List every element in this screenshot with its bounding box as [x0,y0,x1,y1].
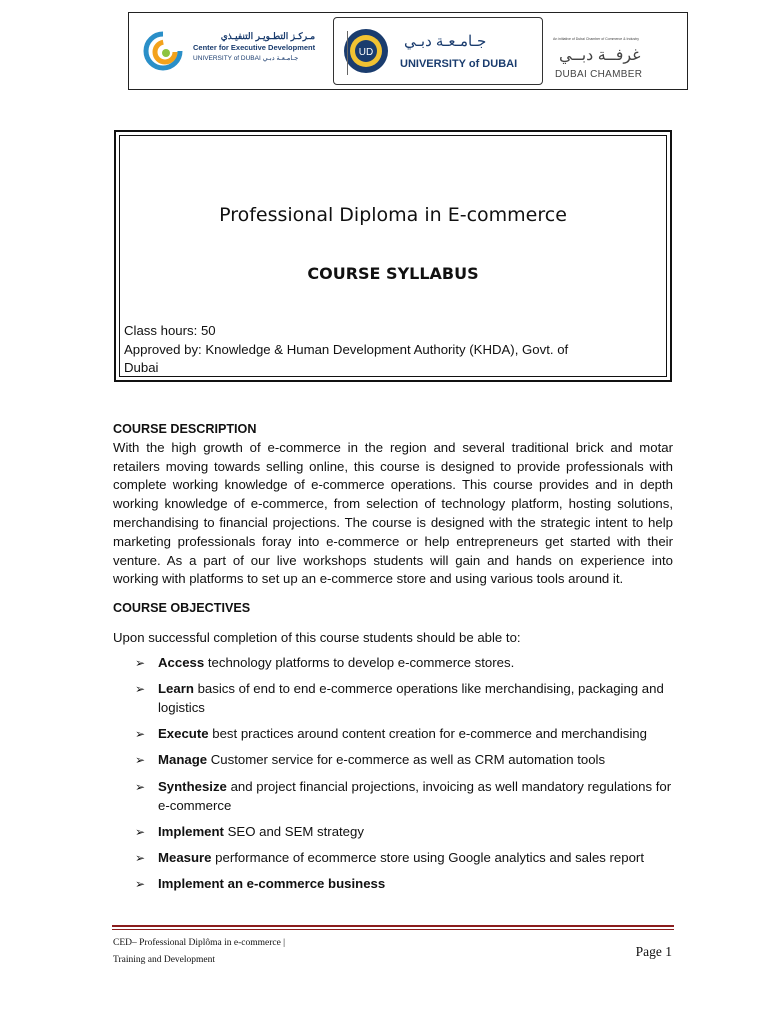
arrow-bullet-icon: ➢ [135,727,146,742]
syllabus-content [113,420,673,902]
objective-item [113,849,673,868]
title-box [114,130,672,382]
arrow-bullet-icon: ➢ [135,655,146,670]
page-number: Page 1 [635,944,672,959]
university-seal-icon [342,27,390,75]
svg-text:UD: UD [358,47,374,58]
header-logo-banner [128,12,688,90]
ced-english-name: Center for Executive Development [193,43,316,52]
objective-text: SEO and SEM strategy [223,823,364,839]
arrow-bullet-icon: ➢ [135,877,146,892]
objective-text: basics of end to end e-commerce operations like merchandising, packaging and logistics [158,681,664,715]
arrow-bullet-icon: ➢ [135,753,146,768]
description-heading: COURSE DESCRIPTION [113,422,257,436]
footer-course-info [113,935,285,969]
footer-department-line: Training and Development [113,955,216,965]
objective-text: and project financial projections, invoicing as well mandatory regulations for e-commerce [158,778,672,813]
objective-verb: Synthesize [158,778,227,794]
ced-arabic-name: مـركـز التطـويـر التنفيـذي [220,31,316,41]
objective-verb: Learn [158,681,194,697]
ced-university-line: UNIVERSITY of DUBAI جـامـعـة دبـي [193,55,299,62]
objective-verb: Manage [158,752,208,768]
logo-divider [347,31,348,75]
objective-item [113,680,673,718]
objective-item [113,875,673,894]
ced-wordmark [193,31,315,64]
university-dubai-logo [333,17,543,85]
approval-statement: Approved by: Knowledge & Human Development Authority (KHDA), Govt. of Dubai [124,341,569,375]
dubai-chamber-tagline: An initiative of Dubai Chamber of Commerce & Industry [553,37,639,41]
syllabus-heading: COURSE SYLLABUS [307,264,479,283]
objective-text: best practices around content creation for e-commerce and merchandising [208,726,647,742]
objective-verb: Execute [158,726,209,742]
class-hours: Class hours: 50 [124,323,216,338]
objectives-list [113,654,673,894]
objective-verb: Implement [158,823,224,839]
objectives-heading: COURSE OBJECTIVES [113,601,251,616]
arrow-bullet-icon: ➢ [135,682,146,697]
university-arabic-name: جـامـعـة دبـي [404,33,487,50]
arrow-bullet-icon: ➢ [135,824,146,839]
dubai-chamber-english-name: DUBAI CHAMBER [555,69,643,80]
objective-text: Customer service for e-commerce as well as CRM automation tools [207,752,606,768]
objective-verb: Access [158,654,205,670]
objective-text: technology platforms to develop e-commerce stores. [204,654,515,670]
university-english-name: UNIVERSITY of DUBAI [400,58,518,70]
objective-item [113,725,673,744]
arrow-bullet-icon: ➢ [135,779,146,794]
objective-verb: Measure [158,850,212,866]
description-text: With the high growth of e-commerce in the region and several traditional brick and motar retailers moving towards selling online, this course is designed to provide professionals with complete working knowledge of e-commerce operations. This course provides and in depth working knowledge of e-commerce, from selection of technology platform, hosting solutions, merchandising to financial projections. The course is designed with the strategic intent to help marketing professionals foray into e-commerce or help entrepreneurs get started with their venture. As a part of our live workshops students will gain and hands on experience into working with platforms to set up an e-commerce store and using various tools around it. [113,439,673,587]
objective-verb: Implement an e-commerce business [158,876,386,892]
objectives-intro: Upon successful completion of this course students should be able to: [113,629,521,645]
objective-item [113,778,673,816]
footer-course-line: CED– Professional Diplôma in e-commerce | [113,938,286,948]
dubai-chamber-arabic-name: غرفــة دبــي [559,47,641,64]
objective-item [113,751,673,770]
course-meta [124,322,604,378]
diploma-title: Professional Diploma in E-commerce [219,204,567,226]
objective-item [113,654,673,673]
footer-rule-thick [112,925,674,927]
ced-logo-icon [141,27,189,75]
arrow-bullet-icon: ➢ [135,851,146,866]
objective-text: performance of ecommerce store using Google analytics and sales report [211,850,644,866]
footer-rule-thin [112,929,674,930]
objective-item [113,823,673,842]
